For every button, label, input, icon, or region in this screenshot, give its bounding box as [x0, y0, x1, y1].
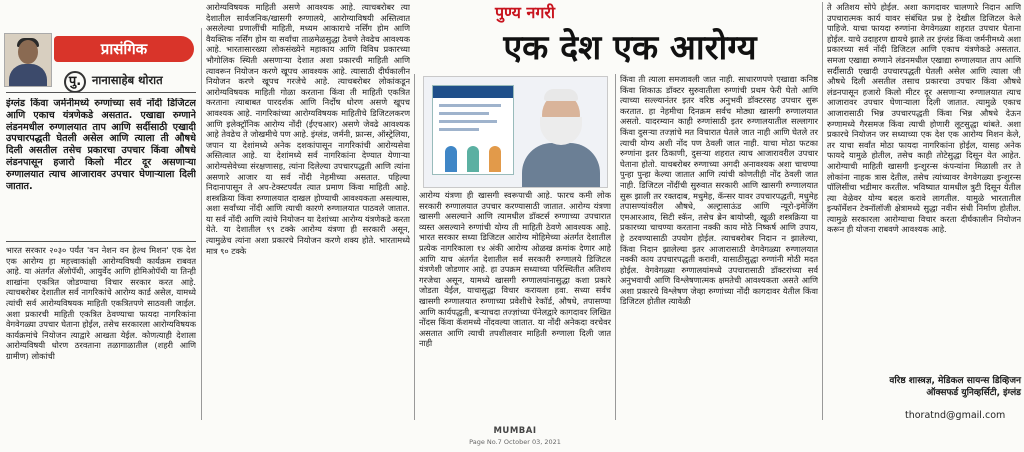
- speaker-figure: [520, 85, 602, 185]
- column-divider: [615, 74, 616, 420]
- column-divider: [414, 74, 415, 420]
- health-app-screen-graphic: [432, 85, 514, 175]
- author-email: thoratnd@gmail.com: [905, 410, 1006, 421]
- article-column-5: ते अतिशय सोपे होईल. अशा कागदावर चालणारे निदान आणि उपचारात्मक कार्य यावर संबंधित प्रश्न हे देखील डिजिटल केले पाहिजे. याचा फायदा रुग्णांना वेगवेगळ्या शहरात उपचार घेताना होईल. याचे उदाहरण द्यायचे झाले तर इंग्लंड किंवा जर्मनीमध्ये अशा प्रकारच्या सर्व नोंदी डिजिटल आणि एकाच यंत्रणेकडे असतात. समजा एखाद्या रुग्णाने लंडनमधील एखाद्या रुग्णालयात ताप आणि सर्दीसाठी एखादी उपचारपद्धती घेतली असेल आणि त्याला जी औषधे दिली असतील तसाच प्रकारचा उपचार किंवा औषधे लंडनपासून हजारो किलो मीटर दूर असणाऱ्या रुग्णालयात त्याच आजारावर उपचार घेणाऱ्याला दिली जातात. त्यामुळे एकाच आजारासाठी भिन्न उपचारपद्धती किंवा भिन्न औषधे देऊन रुग्णामध्ये गैरसमज किंवा त्याची होणारी लूटसुद्धा थांबते. अशा प्रकारचे नियोजन जर सध्याच्या एक देश एक आरोग्य मिशन केले, तर याचा सर्वांत मोठा फायदा नागरिकांना होईल, यासह अनेक फायदे यामुळे होतील, तसेच काही तोटेसुद्धा दिसून येत आहेत. आरोग्याची माहिती खासगी इन्शुरन्स कंपन्यांना मिळाली तर ते लोकांना नाहक त्रास देतील, तसेच त्यांच्यावर वेगवेगळ्या इन्शुरन्स पॉलिसींचा भडीमार करतील. भविष्यात यामधील त्रुटी दिसून येतील त्या वेळेवर योग्य बदल करावे लागतील. यामुळे भारतातील इन्फॉर्मेशन टेक्नॉलॉजी क्षेत्रामध्ये सुद्धा नवीन संधी निर्माण होतील. त्यामुळे सरकारला आरोग्याचा विचार करता दीर्घकालीन नियोजन करून ही योजना राबवणे आवश्यक आहे.: [827, 2, 1021, 235]
- column-divider: [822, 2, 823, 420]
- article-column-3: आरोग्य यंत्रणा ही खासगी स्वरूपाची आहे. फारच कमी लोक सरकारी रुग्णालयात उपचार करण्यासाठी जातात. आरोग्य यंत्रणा खासगी असल्याने आणि त्यामधील डॉक्टर्स रुग्णाच्या उपचारात व्यस्त असल्याने रुग्णांची योग्य ती माहिती ठेवणे आवश्यक आहे. भारत सरकार सध्या डिजिटल आरोग्य मोहिमेच्या अंतर्गत देशातील प्रत्येक नागरिकाला १४ अंकी आरोग्य ओळख क्रमांक देणार आहे आणि याच अंतर्गत देशातील सर्व सरकारी रुग्णालये डिजिटल यंत्रणेशी जोडणार आहे. हा उपक्रम सध्याच्या परिस्थितीत अतिशय गरजेचा असून, यामध्ये खासगी रुग्णालयांनासुद्धा कशा प्रकारे जोडता येईल, याचासुद्धा विचार करायला हवा. सध्या सर्वच खासगी रुग्णालयात रुग्णाच्या प्रवेशीचे रेकॉर्ड, औषधे, तपासण्या आणि कार्यपद्धती, बऱ्याचदा तज्ज्ञांच्या पॅनेलद्वारे कागदावर लिखित नोंदस किंवा कॅशमध्ये नोंदवल्या जातात. या नोंदी अनेकदा वरचेवर असतात आणि त्याची तपशीलवार माहिती रुग्णाला दिली जात नाही: [419, 190, 611, 349]
- masthead: [470, 2, 580, 22]
- article-photo: [423, 76, 608, 188]
- page-footer: [380, 426, 650, 448]
- author-photo: [4, 33, 52, 87]
- article-column-4: किंवा ती त्याला समजावली जात नाही. साधारणपणे एखाद्या कनिष्ठ किंवा शिकाऊ डॉक्टर सुरुवातीला रुग्णांची प्रथम फेरी घेतो आणि त्याच्या सल्ल्यानंतर इतर वरिष्ठ अनुभवी डॉक्टरसह उपचार सुरू करतात. हा नेहमीचा दिनक्रम सर्वच मोठ्या खासगी रुग्णालयात असतो. यादरम्यान काही रुग्णांसाठी इतर रुग्णालयातील सल्लागार किंवा दुसऱ्या तज्ज्ञांचे मत विचारात घेतले जात नाही आणि घेतले तर त्याची योग्य अशी नोंद पण ठेवली जात नाही. याचा मोठा फटका रुग्णांना इतर ठिकाणी, दुसऱ्या शहरात त्याच आजारावरील उपचार घेताना होतो. याचबरोबर रुग्णाच्या अगदी अनावश्यक अशा चाचण्या पुन्हा पुन्हा केल्या जातात आणि त्यांची कोणतीही नोंद ठेवली जात नाही. डिजिटल नोंदींची सुरुवात सरकारी आणि खासगी रुग्णालयात सुरू झाली तर रक्तदाब, मधुमेह, कॅन्सर यावर उपचारपद्धती, मधुमेह तपासण्यांवरील औषधे, अल्ट्रासाऊंड आणि न्यूरो-इमेजिंग एमआरआय, सिटी स्कॅन, तसेच ब्रेन बायोप्सी, खूळी शस्त्रक्रिया या प्रकारच्या चाचण्या करताना नक्की काय मोठे निष्कर्ष आणि उपाय, हे ठरवण्यासाठी उपयोग होईल. त्याचबरोबर निदान न झालेल्या, किंवा निदान झालेल्या इतर आजारासाठी वेगवेगळ्या रुग्णालयात नक्की काय उपचारपद्धती करावी, यासाठीसुद्धा रुग्णांनी मोठी मदत होईल. वेगवेगळ्या रुग्णालयांमध्ये उपचारासाठी डॉक्टरांच्या सर्व अनुभवाची आणि विश्लेषणात्मक क्षमतेची आवश्यकता असते आणि अशा प्रकारचे विश्लेषण जेव्हा रुग्णांच्या नोंदी कागदावर येतील किंवा डिजिटल होतील त्यावेळी: [620, 74, 818, 307]
- headline: एक देश एक आरोग्य: [503, 28, 757, 68]
- author-signoff: [841, 375, 1021, 399]
- divider: [6, 92, 196, 93]
- footer-page-info: Page No.7 October 03, 2021: [469, 438, 561, 446]
- intro-text: इंग्लंड किंवा जर्मनीमध्ये रुग्णांच्या सर्व नोंदी डिजिटल आणि एकाच यंत्रणेकडे असतात. एखाद्या रुग्णाने लंडनमधील रुग्णालयात ताप आणि सर्दीसाठी एखादी उपचारपद्धती घेतली असेल आणि त्याला ती औषधे दिली असतील तसेच प्रकारचा उपचार किंवा औषधे लंडनपासून हजारो किलो मीटर दूर असणाऱ्या रुग्णालयात त्याच आजारावर उपचार घेणाऱ्याला दिली जातात.: [6, 98, 196, 192]
- article-column-2: आरोग्यविषयक माहिती असणे आवश्यक आहे. त्याचबरोबर त्या देशातील सार्वजनिक/खासगी रुग्णालये, आरोग्याविषयी अस्तित्वात असलेल्या प्रणालींची माहिती, मध्यम आकाराचे नर्सिंग होम आणि वैयक्तिक नर्सिंग होम या सर्वांचा ताळमेळसुद्धा ठेवणे तेवढेच आवश्यक आहे. भारतासारख्या लोकसंख्येने महाकाय आणि विविध प्रकारच्या भौगोलिक स्थिती असणाऱ्या देशात अशा प्रकारची माहिती आणि त्यावरून नियोजन करणे खूपच आवश्यक आहे. त्यासाठी दीर्घकालीन नियोजन करणे खूपच गरजेचे आहे. त्याचबरोबर लोकांकडून आरोग्यविषयक माहिती गोळा करताना किंवा ती माहिती एकत्रित करताना त्याबाबत पारदर्शक आणि निर्दोष धोरण असणे खूपच आवश्यक आहे. नागरिकांच्या आरोग्यविषयक माहितीचे डिजिटलकरण आणि इलेक्ट्रॉनिक आरोग्य नोंदी (ईएचआर) असणे जेवढे आवश्यक आहे तेवढेच ते जोखमीचे पण आहे. इंग्लंड, जर्मनी, फ्रान्स, ऑस्ट्रेलिया, जपान या देशांमध्ये अनेक दशकांपासून नागरिकांची आरोग्यसेवा अस्तित्वात आहे. या देशांमध्ये सर्व नागरिकांना देण्यात येणाऱ्या आरोग्यसेवेच्या संरक्षणासह, त्यांना दिलेल्या उपचारपद्धती आणि त्यांना असणारे आजार या सर्व नोंदी नेहमीच्या असतात. पहिल्या निदानापासून ते अप-टेक्स्टपर्यंत त्यात प्रमाण किंवा माहिती आहे. शस्त्रक्रिया किंवा रुग्णालयात दाखल होण्याची आवश्यकता असल्यास, अशा सर्वांच्या नोंदी आणि त्याची कारणे रुग्णालयात पाठवले जातात. या सर्व नोंदी आणि त्यांचे नियोजन या देशांच्या आरोग्य यंत्रणेकडे करता येते. या देशातील ९९ टक्के आरोग्य यंत्रणा ही सरकारी असून, त्यामुळेच त्यांना अशा प्रकारचे नियोजन करणे शक्य होते. भारतामध्ये मात्र ९० टक्के: [206, 2, 410, 256]
- signoff-title: वरिष्ठ शास्त्रज्ञ, मेडिकल सायन्स डिव्हिजन: [889, 376, 1021, 386]
- column-divider: [201, 28, 202, 420]
- article-column-1: भारत सरकार २०३० पर्यंत 'वन नेशन वन हेल्थ मिशन' एक देश एक आरोग्य हा महत्त्वाकांक्षी आरोग्यविषयी कार्यक्रम राबवत आहे. या अंतर्गत ॲलोपॅथी, आयुर्वेद आणि होमिओपॅथी या तिन्ही शाखांना एकत्रित जोडण्याचा विचार सरकार करत आहे. त्याचबरोबर देशातील सर्व नागरिकांचे आरोग्य कार्ड असेल, यामध्ये त्यांची सर्व आरोग्यविषयक माहिती एकत्रितपणे साठवली जाईल. अशा प्रकारची माहिती एकत्रित ठेवण्याचा फायदा नागरिकांना वेगवेगळ्या उपचार घेताना होईल, तसेच सरकारला आरोग्यविषयक कार्यक्रमांचे नियोजन त्याद्वारे आखता येईल. कोणत्याही देशाला आरोग्यविषयी धोरण ठरवताना तळागाळातील (शहरी आणि ग्रामीण) लोकांची: [6, 245, 196, 361]
- signoff-affiliation: ऑक्सफर्ड युनिव्हर्सिटी, इंग्लंड: [926, 388, 1021, 398]
- section-tag: प्रासंगिक: [54, 36, 194, 62]
- author-name: नानासाहेब थोरात: [92, 73, 163, 87]
- divider: [6, 241, 196, 242]
- author-initial-badge: पु.: [64, 71, 86, 93]
- footer-city: MUMBAI: [493, 426, 537, 436]
- masthead-title: पुण्य नगरी: [494, 3, 556, 22]
